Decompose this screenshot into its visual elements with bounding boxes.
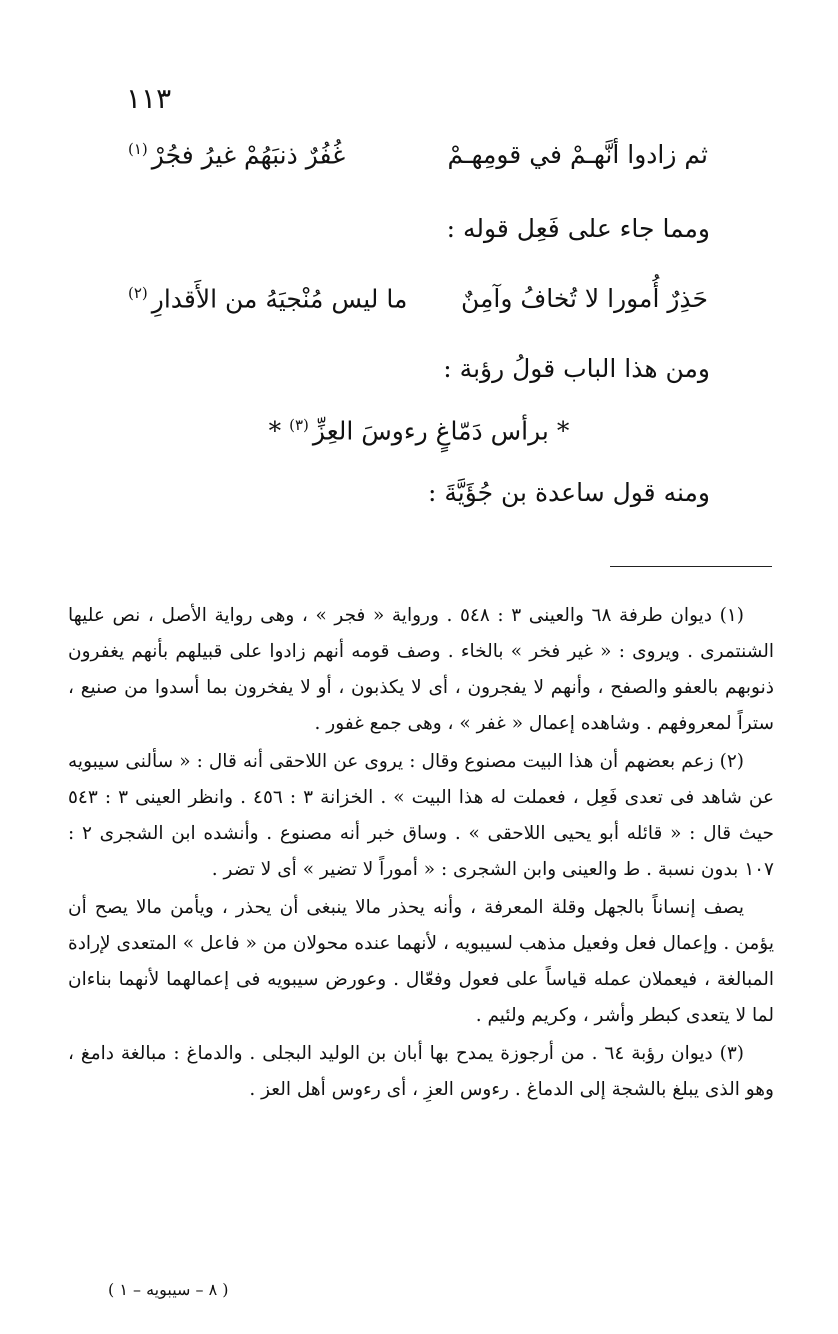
- intro-fa3il-line: ومما جاء على فَعِل قوله :: [446, 214, 710, 243]
- rajaz-star-open: *: [556, 416, 570, 446]
- rajaz-text: برأس دَمّاغٍ رءوسَ العِزِّ: [312, 416, 549, 446]
- footnote-1: (١) ديوان طرفة ٦٨ والعينى ٣ : ٥٤٨ . ورواية « فجر » ، وهى رواية الأصل ، نص عليها الشنتمرى . ويروى : « غير فخر » بالخاء . وصف قومه أنهم زادوا على قبيلهم بأنهم يغفرون ذنوبهم بالعفو والصفح ، وأنهم لا يفجرون ، أى لا يكذبون ، أو لا يفخرون بما أسدوا من صنيع ، ستراً لمعروفهم . وشاهده إعمال « غفر » ، وهى جمع غفور .: [68, 605, 774, 734]
- footnote-ref-3: (٣): [289, 416, 309, 434]
- page-number: ١١٣: [126, 82, 172, 115]
- footnote-2: (٢) زعم بعضهم أن هذا البيت مصنوع وقال : يروى عن اللاحقى أنه قال : « سألنى سيبويه عن شاهد فى تعدى فَعِل ، فعملت له هذا البيت » . الخزانة ٣ : ٤٥٦ . وانظر العينى ٣ : ٥٤٣ حيث قال : « قائله أبو يحيى اللاحقى » . وساق خبر أنه مصنوع . وأنشده ابن الشجرى ٢ : ١٠٧ بدون نسبة . ط والعينى وابن الشجرى : « أموراً لا تضير » أى لا تضر .: [68, 751, 775, 880]
- footnote-2-continuation: يصف إنساناً بالجهل وقلة المعرفة ، وأنه يحذر مالا ينبغى أن يحذر ، ويأمن مالا يصح أن يؤمن . وإعمال فعل وفعيل مذهب لسيبويه ، لأنهما عنده محولان من « فاعل » المتعدى لإرادة المبالغة ، فيعملان عمله قياساً على فعول وفعّال . وعورض سيبويه فى إعمالهما لأنهما بناءان لما لا يتعدى كبطر وأشر ، وكريم ولئيم .: [68, 897, 774, 1026]
- footnote-ref-1: (١): [128, 140, 148, 158]
- intro-ruba-line: ومن هذا الباب قولُ رؤبة :: [443, 354, 710, 383]
- verse-2-second-hemistich: ما ليس مُنْجيَهُ من الأَقدارِ: [151, 284, 408, 314]
- verse-2-first-hemistich: حَذِرٌ أُمورا لا تُخافُ وآمِنٌ: [460, 284, 708, 313]
- rajaz-star-close: *: [268, 416, 282, 446]
- footer-signature: ( ٨ – سيبويه – ١ ): [108, 1280, 229, 1299]
- footnote-ref-2: (٢): [128, 284, 148, 302]
- verse-1-second-hemistich: غُفُرٌ ذنبَهُمْ غيرُ فجُرْ: [151, 140, 346, 170]
- rajaz-line: [0, 416, 838, 445]
- intro-saida-line: ومنه قول ساعدة بن جُؤَيَّةَ :: [427, 478, 710, 507]
- footnote-3: (٣) ديوان رؤبة ٦٤ . من أرجوزة يمدح بها أبان بن الوليد البجلى . والدماغ : مبالغة دامغ ، وهو الذى يبلغ بالشجة إلى الدماغ . رءوس العزِ ، أى رءوس أهل العز .: [68, 1043, 774, 1100]
- footnotes-section: [68, 598, 774, 1110]
- verse-line-2: [128, 284, 708, 324]
- verse-2-second-hemistich-group: [128, 284, 407, 313]
- verse-1-second-hemistich-group: [128, 140, 345, 169]
- verse-line-1: [128, 140, 708, 180]
- verse-1-first-hemistich: ثم زادوا أنَّهـمْ في قومِهـمْ: [447, 140, 708, 169]
- footnote-separator: [610, 566, 772, 567]
